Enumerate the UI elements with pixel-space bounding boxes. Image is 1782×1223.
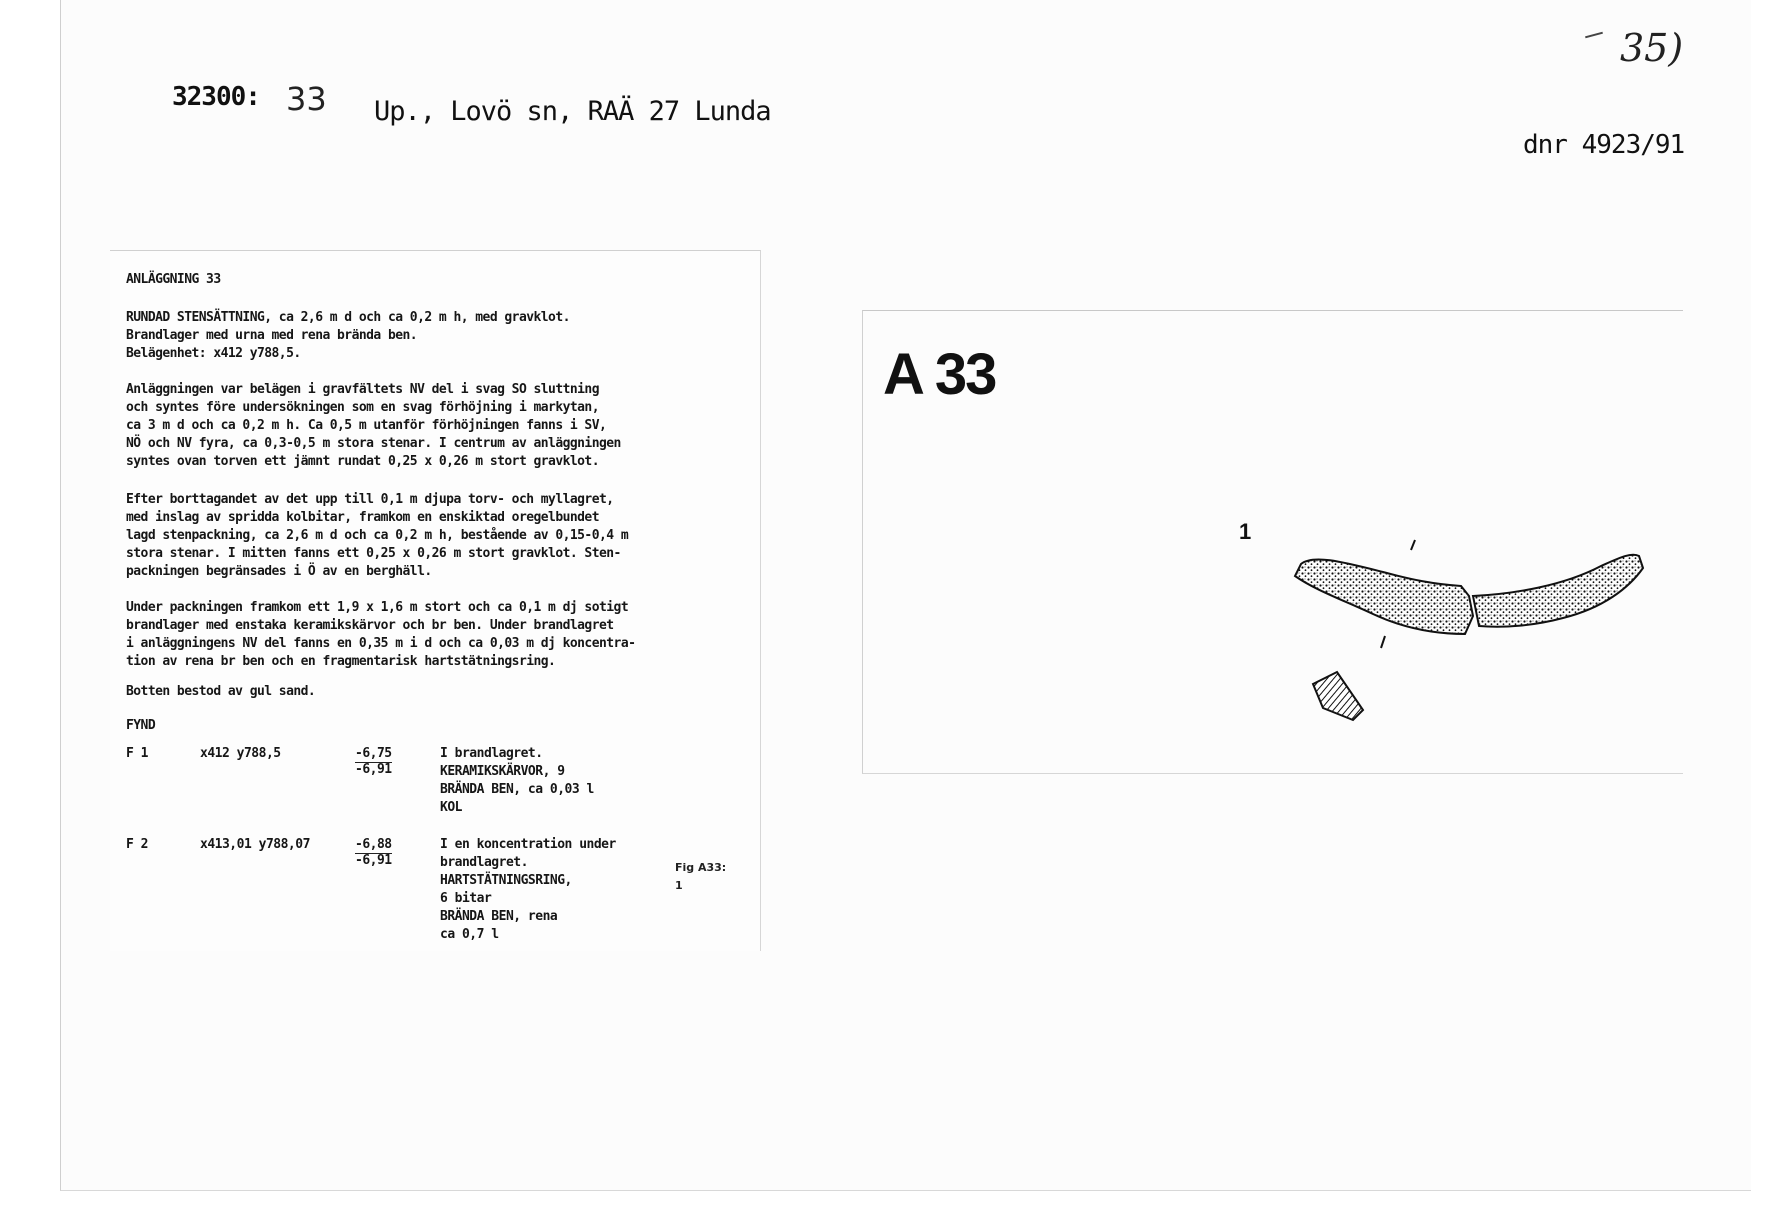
bottom-paragraph: Botten bestod av gul sand. <box>126 684 316 699</box>
break-mark <box>1411 540 1415 550</box>
catalog-handwritten-number: 33 <box>286 80 327 118</box>
find-description: I en koncentration under brandlagret. HARTSTÄTNINGSRING, 6 bitar BRÄNDA BEN, rena ca 0,7 l <box>440 837 616 942</box>
figure-panel <box>862 310 1683 774</box>
find-id: F 1 <box>126 746 148 761</box>
break-mark <box>1381 636 1385 648</box>
report-heading: ANLÄGGNING 33 <box>126 272 221 287</box>
find-id: F 2 <box>126 837 148 852</box>
ring-fragment-small <box>1313 672 1363 720</box>
find-level-bottom: -6,91 <box>355 853 392 868</box>
figure-reference: Fig A33: 1 <box>675 861 727 892</box>
finds-heading: FYND <box>126 718 156 733</box>
ring-fragment-left <box>1295 559 1473 634</box>
find-description: I brandlagret. KERAMIKSKÄRVOR, 9 BRÄNDA BEN, ca 0,03 l KOL <box>440 746 594 815</box>
layer-paragraph: Under packningen framkom ett 1,9 x 1,6 m stort och ca 0,1 m dj sotigt brandlager med enstaka keramikskärvor och br ben. Under brandlagret i anläggningens NV del fanns en 0,35 m i d och ca 0,03 m dj koncentra- tion av rena br ben och en fragmentarisk hartstätningsring. <box>126 600 636 669</box>
figure-item-number: 1 <box>1239 519 1252 544</box>
sealing-ring-drawing <box>1283 536 1663 736</box>
find-coords: x412 y788,5 <box>200 746 281 761</box>
report-sheet <box>110 250 761 951</box>
find-level-top: -6,75 <box>355 746 392 761</box>
find-level-bottom: -6,91 <box>355 762 392 777</box>
description-paragraph: Anläggningen var belägen i gravfältets NV del i svag SO sluttning och syntes före undersökningen som en svag förhöjning i markytan, ca 3 m d och ca 0,2 m h. Ca 0,5 m utanför förhöjningen fanns i SV, NÖ och NV fyra, ca 0,3-0,5 m stora stenar. I centrum av anläggningen syntes ovan torven ett jämnt rundat 0,25 x 0,26 m stort gravklot. <box>126 382 621 469</box>
find-coords: x413,01 y788,07 <box>200 837 310 852</box>
catalog-number: 32300: <box>172 82 260 112</box>
find-level-top: -6,88 <box>355 837 392 852</box>
figure-label: A 33 <box>883 342 996 407</box>
page-number-handwritten: 35) <box>1620 26 1684 70</box>
summary-paragraph: RUNDAD STENSÄTTNING, ca 2,6 m d och ca 0,2 m h, med gravklot. Brandlager med urna med rena brända ben. Belägenhet: x412 y788,5. <box>126 310 570 361</box>
excavation-paragraph: Efter borttagandet av det upp till 0,1 m djupa torv- och myllagret, med inslag av spridda kolbitar, framkom en enskiktad oregelbundet lagd stenpackning, ca 2,6 m d och ca 0,2 m h, bestående av 0,15-0,4 m stora stenar. I mitten fanns ett 0,25 x 0,26 m stort gravklot. Sten- packningen begränsades i Ö av en berghäll. <box>126 492 629 579</box>
margin <box>0 0 60 1223</box>
ring-fragment-right <box>1473 555 1643 627</box>
site-name: Up., Lovö sn, RAÄ 27 Lunda <box>374 96 771 127</box>
diary-number: dnr 4923/91 <box>1523 130 1685 160</box>
